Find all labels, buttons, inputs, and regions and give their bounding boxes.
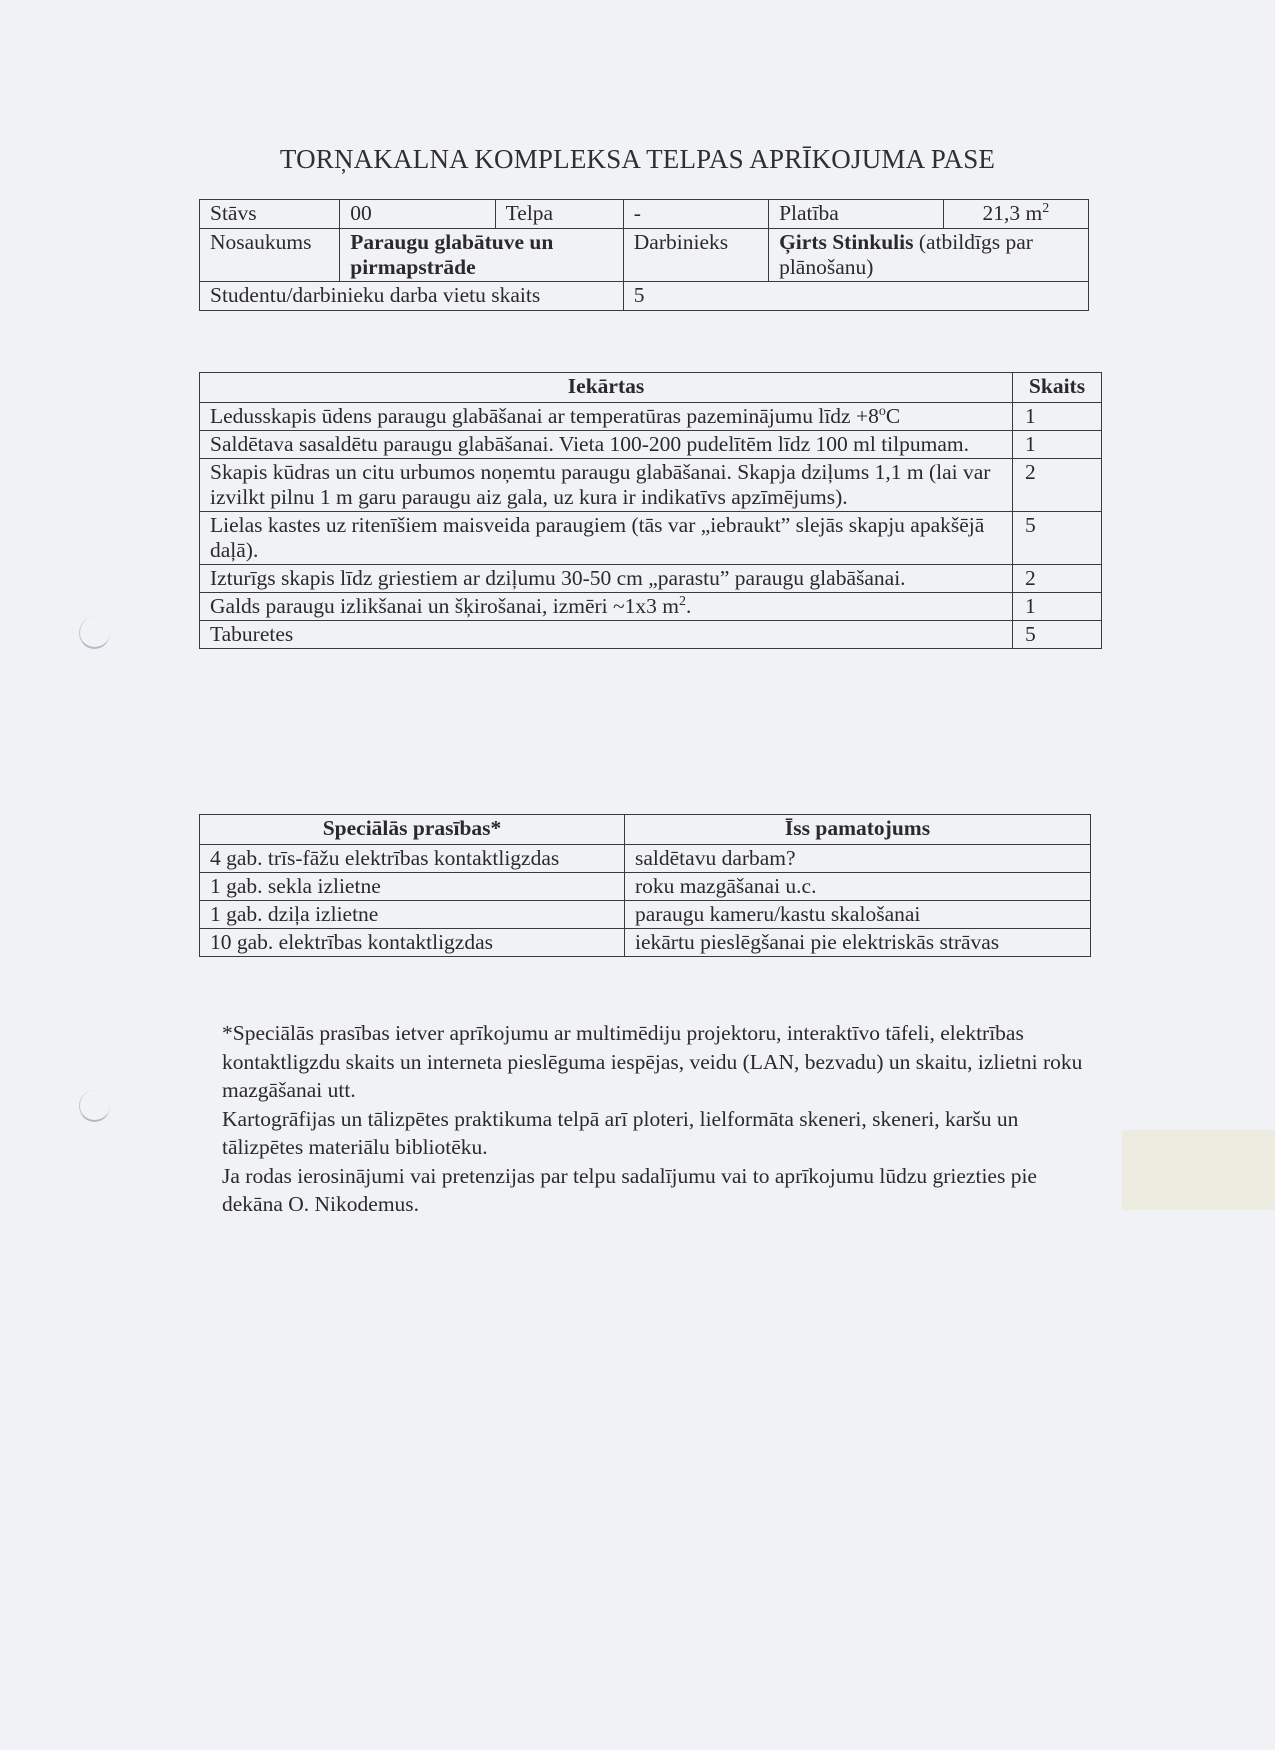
info-row-floor <box>200 200 1089 229</box>
area-label: Platība <box>769 200 944 229</box>
requirement-row <box>200 929 1091 957</box>
employee-name: Ģirts Stinkulis <box>779 230 914 254</box>
area-value: 21,3 m <box>982 201 1043 225</box>
equipment-count: 1 <box>1013 403 1102 431</box>
equipment-item <box>200 403 1013 431</box>
requirements-header-req: Speciālās prasības* <box>200 815 625 845</box>
employee-cell <box>769 229 1089 282</box>
equipment-item <box>200 459 1013 512</box>
requirement-text: 4 gab. trīs-fāžu elektrības kontaktligzdas <box>200 845 625 873</box>
equipment-row <box>200 459 1102 512</box>
equipment-item <box>200 593 1013 621</box>
area-unit-exponent: 2 <box>1042 200 1050 216</box>
room-value: - <box>623 200 768 229</box>
equipment-count: 5 <box>1013 512 1102 565</box>
equipment-item-text: Izturīgs skapis līdz griestiem ar dziļumu 30-50 cm „parastu” paraugu glabāšanai. <box>210 566 906 590</box>
punch-hole <box>79 1090 110 1122</box>
equipment-count: 2 <box>1013 565 1102 593</box>
equipment-item-exponent: o <box>878 403 886 419</box>
equipment-item-text: Taburetes <box>210 622 294 646</box>
tape-strip <box>1122 1130 1275 1210</box>
equipment-item <box>200 512 1013 565</box>
employee-note: (atbildīgs par plānošanu) <box>779 230 1033 279</box>
requirement-row <box>200 873 1091 901</box>
equipment-row <box>200 593 1102 621</box>
equipment-item-text: Ledusskapis ūdens paraugu glabāšanai ar temperatūras pazeminājumu līdz +8 <box>210 404 879 428</box>
equipment-item-text: Galds paraugu izlikšanai un šķirošanai, izmēri ~1x3 m <box>210 594 679 618</box>
info-row-name <box>200 229 1089 282</box>
workplaces-value: 5 <box>623 282 1088 311</box>
requirements-header-row <box>200 815 1091 845</box>
equipment-item-text: Skapis kūdras un citu urbumos noņemtu paraugu glabāšanai. Skapja dziļums 1,1 m (lai var izvilkt pilnu 1 m garu paraugu aiz gala, uz kura ir indikatīvs apzīmējums). <box>210 460 991 509</box>
floor-value: 00 <box>340 200 495 229</box>
requirement-justification: iekārtu pieslēgšanai pie elektriskās strāvas <box>625 929 1091 957</box>
room-label: Telpa <box>495 200 623 229</box>
name-value: Paraugu glabātuve un pirmapstrāde <box>340 229 624 282</box>
area-value-cell <box>943 200 1088 229</box>
equipment-count: 5 <box>1013 621 1102 649</box>
equipment-row <box>200 621 1102 649</box>
equipment-header-count: Skaits <box>1013 373 1102 403</box>
special-requirements-table <box>199 814 1091 957</box>
requirement-justification: paraugu kameru/kastu skalošanai <box>625 901 1091 929</box>
room-info-table <box>199 199 1089 311</box>
requirement-row <box>200 901 1091 929</box>
requirement-text: 1 gab. dziļa izlietne <box>200 901 625 929</box>
equipment-header-row <box>200 373 1102 403</box>
note-special-requirements: *Speciālās prasības ietver aprīkojumu ar multimēdiju projektoru, interaktīvo tāfeli, elektrības kontaktligzdu skaits un interneta pieslēguma iespējas, veidu (LAN, bezvadu) un skaitu, izlietni roku mazgāšanai utt. <box>222 1021 1083 1102</box>
requirements-body <box>200 845 1091 957</box>
name-label: Nosaukums <box>200 229 340 282</box>
punch-hole <box>79 617 110 649</box>
equipment-item-suffix: . <box>686 594 692 618</box>
equipment-row <box>200 431 1102 459</box>
equipment-item <box>200 621 1013 649</box>
equipment-item <box>200 431 1013 459</box>
floor-label: Stāvs <box>200 200 340 229</box>
equipment-item-exponent: 2 <box>679 593 686 609</box>
info-row-workplaces <box>200 282 1089 311</box>
equipment-row <box>200 565 1102 593</box>
requirement-row <box>200 845 1091 873</box>
note-contact: Ja rodas ierosinājumi vai pretenzijas par telpu sadalījumu vai to aprīkojumu lūdzu griezties pie dekāna O. Nikodemus. <box>222 1163 1037 1216</box>
equipment-header-item: Iekārtas <box>200 373 1013 403</box>
equipment-count: 2 <box>1013 459 1102 512</box>
equipment-row <box>200 512 1102 565</box>
equipment-table <box>199 372 1102 649</box>
employee-label: Darbinieks <box>623 229 768 282</box>
equipment-row <box>200 403 1102 431</box>
equipment-body <box>200 403 1102 649</box>
equipment-count: 1 <box>1013 431 1102 459</box>
equipment-item-text: Lielas kastes uz ritenīšiem maisveida paraugiem (tās var „iebraukt” slejās skapju apakšējā daļā). <box>210 513 985 562</box>
equipment-count: 1 <box>1013 593 1102 621</box>
notes <box>222 1019 1102 1219</box>
page-title: TORŅAKALNA KOMPLEKSA TELPAS APRĪKOJUMA PASE <box>279 144 996 174</box>
requirement-text: 1 gab. sekla izlietne <box>200 873 625 901</box>
requirement-text: 10 gab. elektrības kontaktligzdas <box>200 929 625 957</box>
requirement-justification: saldētavu darbam? <box>625 845 1091 873</box>
requirement-justification: roku mazgāšanai u.c. <box>625 873 1091 901</box>
equipment-item <box>200 565 1013 593</box>
equipment-item-text: Saldētava sasaldētu paraugu glabāšanai. Vieta 100-200 pudelītēm līdz 100 ml tilpumam. <box>210 432 969 456</box>
note-cartography: Kartogrāfijas un tālizpētes praktikuma telpā arī ploteri, lielformāta skeneri, skeneri, karšu un tālizpētes materiālu bibliotēku. <box>222 1106 1019 1159</box>
workplaces-label: Studentu/darbinieku darba vietu skaits <box>200 282 624 311</box>
equipment-item-suffix: C <box>885 404 901 428</box>
requirements-header-justification: Īss pamatojums <box>625 815 1091 845</box>
